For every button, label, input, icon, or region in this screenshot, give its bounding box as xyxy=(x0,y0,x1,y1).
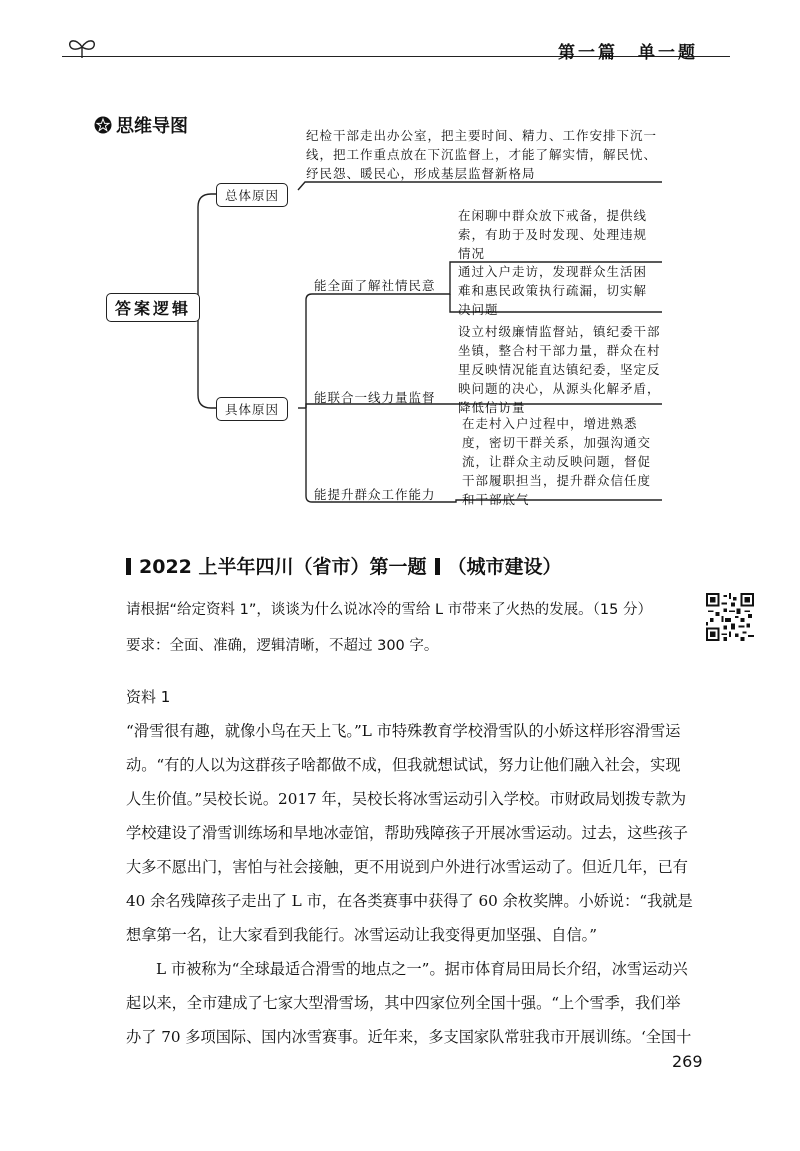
leaf-chat-clues: 在闲聊中群众放下戒备，提供线索，有助于及时发现、处理违规情况 xyxy=(458,208,648,261)
requirement-text: 要求：全面、准确，逻辑清晰，不超过 300 字。 xyxy=(126,638,439,654)
heading-bar-left xyxy=(126,558,131,575)
section-heading xyxy=(126,552,562,579)
heading-tag: （城市建设） xyxy=(447,556,562,578)
mindmap-title: 思维导图 xyxy=(116,116,188,137)
node-general-reason: 总体原因 xyxy=(216,183,288,207)
mindmap-connectors xyxy=(0,0,800,540)
material-title: 资料 1 xyxy=(126,688,171,706)
material-paragraph: L 市被称为“全球最适合滑雪的地点之一”。据市体育局田局长介绍，冰雪运动兴起以来，全市建成了七家大型滑雪场，其中四家位列全国十强。“上个雪季，我们举办了 70 多项国际、国内冰雪赛事。近年来，多支国家队常驻我市开展训练。‘全国十 xyxy=(126,960,692,1046)
branch-understand-public: 能全面了解社情民意 xyxy=(314,278,436,293)
leaf-village-visits: 在走村入户过程中，增进熟悉度，密切干群关系，加强沟通交流，让群众主动反映问题，督促干部履职担当，提升群众信任度和干部底气 xyxy=(462,416,652,507)
branch-joint-supervision: 能联合一线力量监督 xyxy=(314,390,436,405)
general-reason-text: 纪检干部走出办公室，把主要时间、精力、工作安排下沉一线，把工作重点放在下沉监督上，才能了解实情，解民忧、纾民怨、暖民心，形成基层监督新格局 xyxy=(306,128,658,181)
chapter-header: 第一篇 单一题 xyxy=(558,43,698,63)
heading-main: 2022 上半年四川（省市）第一题 xyxy=(139,556,427,578)
leaf-supervision-station: 设立村级廉情监督站，镇纪委干部坐镇，整合村干部力量，群众在村里反映情况能直达镇纪委，坚定反映问题的决心，从源头化解矛盾，降低信访量 xyxy=(458,324,661,415)
mindmap-root: 答案逻辑 xyxy=(106,293,200,322)
material-paragraph: “滑雪很有趣，就像小鸟在天上飞。”L 市特殊教育学校滑雪队的小娇这样形容滑雪运动。“有的人以为这群孩子啥都做不成，但我就想试试，努力让他们融入社会，实现人生价值。”吴校长说。2017 年，吴校长将冰雪运动引入学校。市财政局划拨专款为学校建设了滑雪训练场和旱地冰壶馆，帮助残障孩子开展冰雪运动。过去，这些孩子大多不愿出门，害怕与社会接触，更不用说到户外进行冰雪运动了。但近几年，已有 40 余名残障孩子走出了 L 市，在各类赛事中获得了 60 余枚奖牌。小娇说：“我就是想拿第一名，让大家看到我能行。冰雪运动让我变得更加坚强、自信。” xyxy=(126,722,693,944)
leaf-household-visits: 通过入户走访，发现群众生活困难和惠民政策执行疏漏，切实解决问题 xyxy=(458,264,648,317)
node-specific-reason: 具体原因 xyxy=(216,397,288,421)
qr-code[interactable] xyxy=(706,593,754,641)
heading-bar-right xyxy=(435,558,440,575)
branch-work-ability: 能提升群众工作能力 xyxy=(314,487,436,502)
question-text: 请根据“给定资料 1”，谈谈为什么说冰冷的雪给 L 市带来了火热的发展。（15 分） xyxy=(126,602,652,618)
page-number: 269 xyxy=(672,1052,703,1071)
